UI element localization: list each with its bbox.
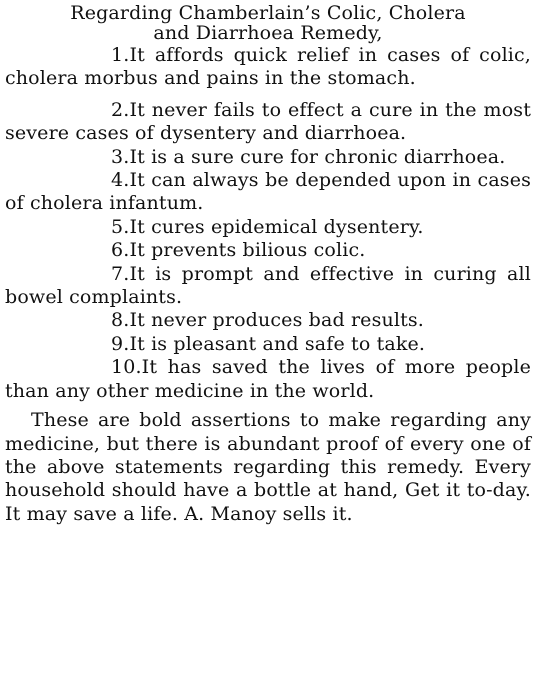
claim-number: 3. [111,145,130,168]
claim-number: 6. [111,239,130,262]
claim-text: It affords quick relief in cases of colic, cholera morbus and pains in the stomach. [5,44,531,90]
claim-text: It cures epidemical dysentery. [129,215,424,238]
claim-number: 4. [111,169,130,192]
claim-item-1 [5,44,531,91]
claim-number: 2. [111,98,130,121]
closing-paragraph: These are bold assertions to make regarding any medicine, but there is abundant proof of every one of the above statements regarding this remedy. Every household should have a bottle at hand, Get it to-day. It may save a life. A. Manoy sells it. [5,409,531,525]
claim-text: It can always be depended upon in cases of cholera infantum. [5,169,531,215]
claim-number: 8. [111,309,130,332]
claim-item-5 [5,216,531,239]
claim-item-4 [5,169,531,216]
claim-item-9 [5,333,531,356]
claim-text: It has saved the lives of more people than any other medicine in the world. [5,356,531,402]
claim-text: It never produces bad results. [129,309,424,332]
heading-line-2: and Diarrhoea Remedy, [153,22,383,44]
claim-item-7 [5,263,531,310]
claims-list [5,44,531,403]
heading-line-1: Regarding Chamberlain’s Colic, Cholera [70,2,466,24]
claim-number: 10. [111,356,142,379]
claim-number: 7. [111,262,130,285]
claim-text: It is pleasant and safe to take. [129,332,426,355]
claim-item-6 [5,239,531,262]
claim-item-2 [5,99,531,146]
claim-item-3 [5,146,531,169]
claim-item-10 [5,356,531,403]
claim-text: It prevents bilious colic. [129,239,366,262]
article-heading [5,3,531,43]
claim-number: 5. [111,215,130,238]
claim-text: It never fails to effect a cure in the most severe cases of dysentery and diarrhoea. [5,98,531,145]
claim-number: 9. [111,332,130,355]
claim-item-8 [5,309,531,332]
claim-text: It is prompt and effective in curing all bowel complaints. [5,262,531,309]
claim-number: 1. [111,44,130,66]
claim-text: It is a sure cure for chronic diarrhoea. [129,145,506,168]
